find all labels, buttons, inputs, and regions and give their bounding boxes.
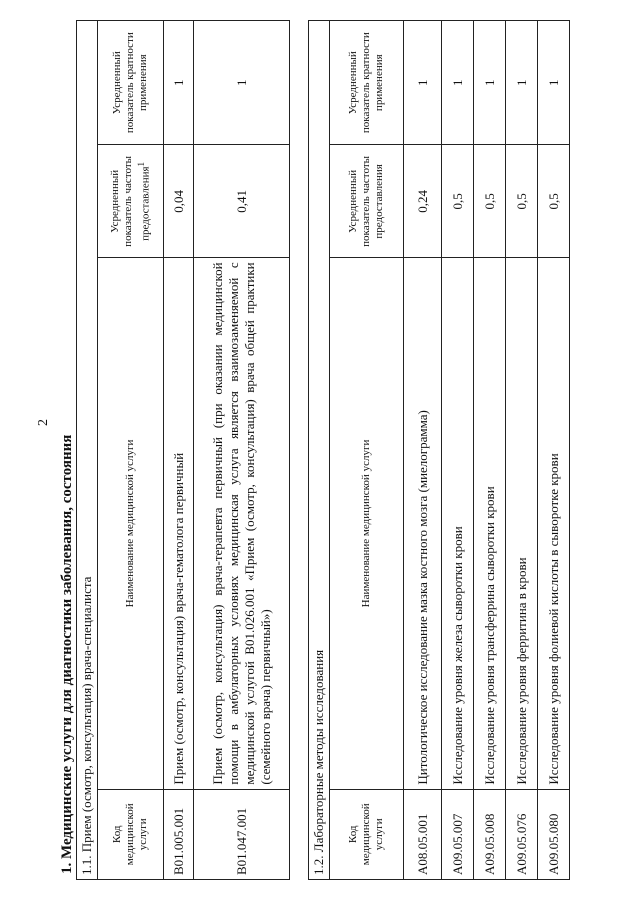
header-name: Наименование медицинской услуги (98, 258, 164, 789)
service-code: B01.005.001 (164, 789, 194, 879)
service-code: A08.05.001 (404, 789, 442, 879)
table-row (194, 21, 290, 880)
multiplicity-value: 1 (506, 21, 538, 145)
frequency-value: 0,41 (194, 145, 290, 258)
multiplicity-value: 1 (164, 21, 194, 145)
service-name: Исследование уровня ферритина в крови (506, 258, 538, 789)
table-caption: 1.1. Прием (осмотр, консультация) врача-специалиста (77, 21, 98, 880)
frequency-value: 0,5 (538, 145, 570, 258)
service-code: B01.047.001 (194, 789, 290, 879)
header-code: Код медицинской услуги (330, 789, 404, 879)
frequency-value: 0,04 (164, 145, 194, 258)
frequency-value: 0,24 (404, 145, 442, 258)
table-row (442, 21, 474, 880)
service-code: A09.05.007 (442, 789, 474, 879)
service-code: A09.05.076 (506, 789, 538, 879)
specialist-services-table (76, 20, 290, 880)
multiplicity-value: 1 (538, 21, 570, 145)
multiplicity-value: 1 (194, 21, 290, 145)
service-name: Исследование уровня железа сыворотки крови (442, 258, 474, 789)
header-code: Код медицинской услуги (98, 789, 164, 879)
document-content (58, 20, 618, 880)
table-row (506, 21, 538, 880)
frequency-value: 0,5 (474, 145, 506, 258)
header-frequency: Усредненный показатель частоты предоставления$^1$ (98, 145, 164, 258)
table-caption: 1.2. Лабораторные методы исследования (309, 21, 330, 880)
table-row (538, 21, 570, 880)
section-title: 1. Медицинские услуги для диагностики заболевания, состояния (59, 434, 75, 874)
table-row (164, 21, 194, 880)
multiplicity-value: 1 (404, 21, 442, 145)
frequency-value: 0,5 (506, 145, 538, 258)
page-number: 2 (36, 419, 51, 426)
multiplicity-value: 1 (474, 21, 506, 145)
service-name: Цитологическое исследование мазка костного мозга (миелограмма) (404, 258, 442, 789)
frequency-value: 0,5 (442, 145, 474, 258)
service-name: Прием (осмотр, консультация) врача-гематолога первичный (164, 258, 194, 789)
header-frequency: Усредненный показатель частоты предоставления (330, 145, 404, 258)
header-multiplicity: Усредненный показатель кратности применения (98, 21, 164, 145)
table-row (404, 21, 442, 880)
header-name: Наименование медицинской услуги (330, 258, 404, 789)
header-multiplicity: Усредненный показатель кратности применения (330, 21, 404, 145)
footnote-marker: 1 (135, 161, 146, 167)
laboratory-methods-table (308, 20, 570, 880)
service-name: Исследование уровня трансферрина сыворотки крови (474, 258, 506, 789)
service-name: Исследование уровня фолиевой кислоты в сыворотке крови (538, 258, 570, 789)
service-name: Прием (осмотр, консультация) врача-терапевта первичный (при оказании медицинской помощи в амбулаторных условиях медицинская услуга является взаимозаменяемой с медицинской услугой B01.026.001 «Прием (осмотр, консультация) врача общей практики (семейного врача) первичный») (194, 258, 290, 789)
service-code: A09.05.008 (474, 789, 506, 879)
multiplicity-value: 1 (442, 21, 474, 145)
table-row (474, 21, 506, 880)
service-code: A09.05.080 (538, 789, 570, 879)
